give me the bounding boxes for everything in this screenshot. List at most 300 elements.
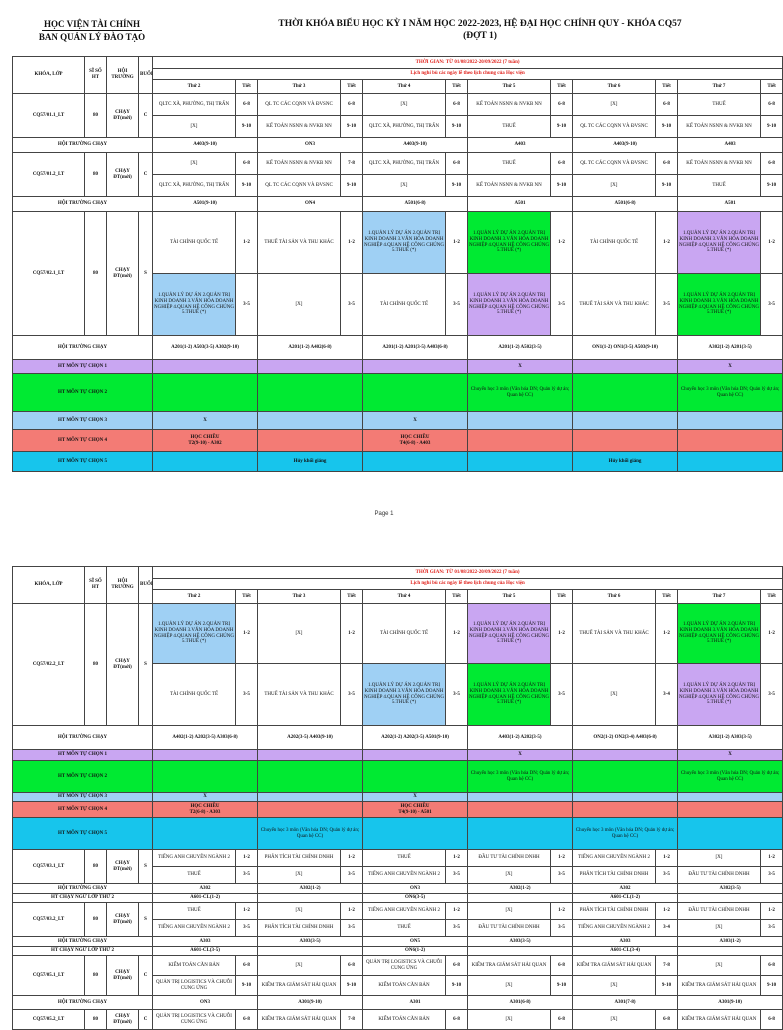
period: 6-8 (761, 94, 783, 116)
period: 1-2 (656, 212, 678, 274)
tiet-header: Tiết (446, 590, 468, 604)
class-name: CQ57/05.2_LT (13, 1010, 85, 1030)
period: 6-8 (446, 1010, 468, 1030)
elective-row-label: HT MÔN TỰ CHỌN 1 (13, 360, 153, 374)
period: 1-2 (446, 903, 468, 920)
afternoon-title: HỌC CHIỀU (400, 803, 430, 809)
course-cell: QLTC XÃ, PHƯỜNG, THỊ TRẤN (153, 94, 236, 116)
header-khoa-lop: KHÓA, LỚP (13, 567, 85, 604)
language-hall-label: HT CHẠY NGỮ LỚP THỨ 2 (13, 894, 153, 903)
cancel-note: Hủy khối giảng (573, 452, 678, 472)
session: S (139, 850, 153, 884)
period: 3-5 (656, 274, 678, 336)
period: 3-5 (341, 920, 363, 937)
course-cell: THUẾ (363, 850, 446, 867)
class-name: CQ57/05.1_LT (13, 956, 85, 996)
course-cell: THUẾ TÀI SẢN VÀ THU KHÁC (573, 604, 656, 664)
session: C (139, 153, 153, 197)
elective-combo-cell: 1.QUẢN LÝ DỰ ÁN 2.QUẢN TRỊ KINH DOANH 3.VĂN HÓA DOANH NGHIỆP 4.QUAN HỆ CÔNG CHÚNG 5.THUẾ (*) (468, 604, 551, 664)
period: 3-4 (656, 920, 678, 937)
elective-note: Chuyển học 3 môn (Văn hóa DN; Quản lý dự án; Quan hệ CC) (468, 761, 573, 793)
session: S (139, 212, 153, 336)
course-cell: QLTC XÃ, PHƯỜNG, THỊ TRẤN (363, 116, 446, 138)
header-hoi-truong: HỘI TRƯỜNG (107, 57, 139, 94)
elective-note: Chuyển học 3 môn (Văn hóa DN; Quản lý dự án; Quan hệ CC) (258, 818, 363, 850)
tiet-header: Tiết (551, 80, 573, 94)
elective-row-label: HT MÔN TỰ CHỌN 4 (13, 430, 153, 452)
class-name: CQ57/01.1_LT (13, 94, 85, 138)
elective-combo-cell: 1.QUẢN LÝ DỰ ÁN 2.QUẢN TRỊ KINH DOANH 3.VĂN HÓA DOANH NGHIỆP 4.QUAN HỆ CÔNG CHÚNG 5.THUẾ (*) (678, 664, 761, 726)
room-cell: A303(1-2) (678, 937, 783, 947)
course-cell: THUẾ (153, 867, 236, 884)
course-cell: [X] (573, 94, 656, 116)
period: 6-8 (656, 94, 678, 116)
day-header: Thứ 4 (363, 80, 446, 94)
period: 9-10 (446, 976, 468, 996)
period: 3-5 (341, 867, 363, 884)
room-cell: ON3 (153, 996, 258, 1010)
course-cell: QL TC CÁC CQNN VÀ ĐVSNC (573, 116, 656, 138)
course-cell: [X] (258, 867, 341, 884)
course-cell: TIẾNG ANH CHUYÊN NGÀNH 2 (153, 850, 236, 867)
day-header: Thứ 6 (573, 590, 656, 604)
course-cell: PHÂN TÍCH TÀI CHÍNH DNHH (573, 903, 656, 920)
elective-combo-cell: 1.QUẢN LÝ DỰ ÁN 2.QUẢN TRỊ KINH DOANH 3.VĂN HÓA DOANH NGHIỆP 4.QUAN HỆ CÔNG CHÚNG 5.THUẾ (*) (468, 664, 551, 726)
room-cell: A301(9-10) (678, 996, 783, 1010)
class-size: 80 (85, 153, 107, 197)
class-size: 80 (85, 94, 107, 138)
room-cell: A302(1-2) (468, 884, 573, 894)
course-cell: [X] (468, 1010, 551, 1030)
tiet-header: Tiết (446, 80, 468, 94)
period: 1-2 (236, 903, 258, 920)
course-cell: KẾ TOÁN NSNN & NVKB NN (258, 116, 341, 138)
header-buoi: BUỔI (139, 57, 153, 94)
period: 1-2 (446, 212, 468, 274)
period: 3-5 (446, 867, 468, 884)
tiet-header: Tiết (656, 590, 678, 604)
room-cell: A301(7-8) (573, 996, 678, 1010)
elective-mark: X (363, 412, 468, 430)
timetable-page1 (12, 56, 783, 472)
day-header: Thứ 7 (678, 590, 761, 604)
class-size: 80 (85, 956, 107, 996)
period: 1-2 (341, 604, 363, 664)
room-cell: A501 (468, 197, 573, 212)
elective-note: Chuyển học 3 môn (Văn hóa DN; Quản lý dự án; Quan hệ CC) (678, 761, 783, 793)
tiet-header: Tiết (341, 80, 363, 94)
day-header: Thứ 6 (573, 80, 656, 94)
tiet-header: Tiết (761, 80, 783, 94)
course-cell: KIỂM TRA GIÁM SÁT HẢI QUAN (258, 976, 341, 996)
course-cell: TIẾNG ANH CHUYÊN NGÀNH 2 (153, 920, 236, 937)
room-cell: A301(9-10) (258, 996, 363, 1010)
course-cell: QL TC CÁC CQNN VÀ ĐVSNC (258, 175, 341, 197)
period: 3-5 (236, 664, 258, 726)
elective-row-label: HT MÔN TỰ CHỌN 4 (13, 802, 153, 818)
elective-row-label: HT MÔN TỰ CHỌN 2 (13, 761, 153, 793)
period: 3-5 (446, 920, 468, 937)
period: 3-5 (551, 664, 573, 726)
period: 6-8 (761, 956, 783, 976)
course-cell: TÀI CHÍNH QUỐC TẾ (363, 604, 446, 664)
room-cell: A402(1-2) A202(3-5) A303(6-8) (153, 726, 258, 750)
course-cell: THUẾ TÀI SẢN VÀ THU KHÁC (573, 274, 656, 336)
period: 1-2 (341, 850, 363, 867)
elective-mark: X (363, 793, 468, 802)
room-cell: A303 (573, 937, 678, 947)
tiet-header: Tiết (341, 590, 363, 604)
elective-row-label: HT MÔN TỰ CHỌN 1 (13, 750, 153, 761)
elective-note: Chuyển học 3 môn (Văn hóa DN; Quản lý dự án; Quan hệ CC) (678, 374, 783, 412)
header-si-so: SĨ SỐ HT (85, 57, 107, 94)
course-cell: KẾ TOÁN NSNN & NVKB NN (468, 94, 551, 116)
elective-row-label: HT MÔN TỰ CHỌN 3 (13, 793, 153, 802)
course-cell: [X] (678, 920, 761, 937)
elective-combo-cell: 1.QUẢN LÝ DỰ ÁN 2.QUẢN TRỊ KINH DOANH 3.VĂN HÓA DOANH NGHIỆP 4.QUAN HỆ CÔNG CHÚNG 5.THUẾ (*) (153, 274, 236, 336)
room-cell: A302 (573, 884, 678, 894)
tiet-header: Tiết (761, 590, 783, 604)
period: 1-2 (761, 212, 783, 274)
period: 1-2 (341, 903, 363, 920)
elective-mark: X (678, 360, 783, 374)
room-cell: ON1(1-2) ON1(3-5) A503(9-10) (573, 336, 678, 360)
elective-note: Chuyển học 3 môn (Văn hóa DN; Quản lý dự án; Quan hệ CC) (573, 818, 678, 850)
timetable-page2 (12, 566, 783, 1030)
course-cell: KẾ TOÁN NSNN & NVKB NN (468, 175, 551, 197)
course-cell: [X] (573, 175, 656, 197)
day-header: Thứ 5 (468, 590, 551, 604)
course-cell: [X] (468, 867, 551, 884)
page-number: Page 1 (374, 511, 394, 517)
course-cell: THUẾ (678, 175, 761, 197)
period: 9-10 (446, 116, 468, 138)
afternoon-slot: T4(6-8) - A403 (399, 440, 431, 446)
course-cell: THUẾ (363, 920, 446, 937)
room-cell: A501 (678, 197, 783, 212)
period: 6-8 (446, 956, 468, 976)
course-cell: THUẾ (468, 153, 551, 175)
period: 1-2 (761, 604, 783, 664)
class-size: 80 (85, 604, 107, 726)
course-cell: QL TC CÁC CQNN VÀ ĐVSNC (573, 153, 656, 175)
afternoon-note (363, 802, 468, 818)
header-si-so: SĨ SỐ HT (85, 567, 107, 604)
period: 3-5 (551, 867, 573, 884)
room-cell: A303(3-5) (258, 937, 363, 947)
period: 6-8 (341, 94, 363, 116)
course-cell: PHÂN TÍCH TÀI CHÍNH DNHH (258, 850, 341, 867)
period: 3-5 (446, 664, 468, 726)
period: 9-10 (236, 175, 258, 197)
afternoon-note (153, 430, 258, 452)
course-cell: PHÂN TÍCH TÀI CHÍNH DNHH (573, 867, 656, 884)
period: 1-2 (656, 850, 678, 867)
course-cell: [X] (678, 956, 761, 976)
period: 1-2 (761, 903, 783, 920)
course-cell: KIỂM TOÁN CĂN BẢN (363, 1010, 446, 1030)
hall-row-label: HỘI TRƯỜNG CHẠY (13, 937, 153, 947)
period: 3-5 (551, 274, 573, 336)
header-lich-nghi: Lịch nghỉ bù các ngày lễ theo lịch chung của Học viện (153, 69, 783, 80)
period: 6-8 (341, 956, 363, 976)
course-cell: KIỂM TOÁN CĂN BẢN (153, 956, 236, 976)
hall-status: CHẠY ĐT(mới) (107, 956, 139, 996)
session: C (139, 956, 153, 996)
day-header: Thứ 3 (258, 80, 341, 94)
period: 3-5 (446, 274, 468, 336)
afternoon-note (363, 430, 468, 452)
period: 3-4 (656, 664, 678, 726)
period: 3-5 (656, 867, 678, 884)
document-header (0, 18, 768, 58)
period: 9-10 (551, 175, 573, 197)
hall-row-label: HỘI TRƯỜNG CHẠY (13, 884, 153, 894)
course-cell: QL TC CÁC CQNN VÀ ĐVSNC (258, 94, 341, 116)
hall-row-label: HỘI TRƯỜNG CHẠY (13, 197, 153, 212)
afternoon-slot: T4(9-10) - A501 (398, 809, 432, 815)
room-cell: A202(1-2) A202(3-5) A501(9-10) (363, 726, 468, 750)
period: 9-10 (656, 976, 678, 996)
room-cell: A302(1-2) A201(3-5) (678, 336, 783, 360)
period: 9-10 (341, 175, 363, 197)
elective-note: Chuyển học 3 môn (Văn hóa DN; Quản lý dự án; Quan hệ CC) (468, 374, 573, 412)
period: 6-8 (656, 1010, 678, 1030)
period: 9-10 (236, 116, 258, 138)
room-cell: ON4 (258, 197, 363, 212)
period: 6-8 (236, 1010, 258, 1030)
course-cell: ĐẦU TƯ TÀI CHÍNH DNHH (678, 903, 761, 920)
day-header: Thứ 7 (678, 80, 761, 94)
course-cell: TÀI CHÍNH QUỐC TẾ (153, 664, 236, 726)
period: 3-5 (761, 664, 783, 726)
hall-row-label: HỘI TRƯỜNG CHẠY (13, 726, 153, 750)
period: 7-8 (656, 956, 678, 976)
course-cell: QUẢN TRỊ LOGISTICS VÀ CHUỖI CUNG ỨNG (363, 956, 446, 976)
course-cell: [X] (258, 903, 341, 920)
period: 9-10 (551, 116, 573, 138)
tiet-header: Tiết (551, 590, 573, 604)
class-size: 80 (85, 1010, 107, 1030)
course-cell: [X] (363, 94, 446, 116)
room-cell: A201(1-2) A402(6-8) (258, 336, 363, 360)
period: 6-8 (551, 94, 573, 116)
header-thoi-gian: THỜI GIAN: TỪ 01/08/2022-20/09/2022 (7 tuần) (153, 567, 783, 579)
class-name: CQ57/03.1_LT (13, 850, 85, 884)
room-cell: ON5 (363, 937, 468, 947)
period: 3-5 (236, 274, 258, 336)
course-cell: QLTC XÃ, PHƯỜNG, THỊ TRẤN (363, 153, 446, 175)
room-cell: ON3 (258, 138, 363, 153)
document-title (205, 18, 755, 42)
document-title-line2: (ĐỢT 1) (463, 31, 497, 41)
cancel-note: Hủy khối giảng (258, 452, 363, 472)
period: 9-10 (656, 175, 678, 197)
header-khoa-lop: KHÓA, LỚP (13, 57, 85, 94)
elective-row-label: HT MÔN TỰ CHỌN 2 (13, 374, 153, 412)
hall-status: CHẠY ĐT(mới) (107, 153, 139, 197)
class-name: CQ57/01.2_LT (13, 153, 85, 197)
course-cell: TÀI CHÍNH QUỐC TẾ (363, 274, 446, 336)
course-cell: QUẢN TRỊ LOGISTICS VÀ CHUỖI CUNG ỨNG (153, 1010, 236, 1030)
session: C (139, 94, 153, 138)
afternoon-title: HỌC CHIỀU (400, 434, 430, 440)
period: 1-2 (551, 903, 573, 920)
tiet-header: Tiết (236, 590, 258, 604)
course-cell: ĐẦU TƯ TÀI CHÍNH DNHH (468, 850, 551, 867)
course-cell: KIỂM TOÁN CĂN BẢN (363, 976, 446, 996)
course-cell: PHÂN TÍCH TÀI CHÍNH DNHH (258, 920, 341, 937)
period: 6-8 (236, 956, 258, 976)
course-cell: [X] (468, 976, 551, 996)
period: 3-5 (236, 920, 258, 937)
course-cell: TIẾNG ANH CHUYÊN NGÀNH 2 (573, 920, 656, 937)
period: 6-8 (551, 153, 573, 175)
room-cell: A302(1-2) A303(3-5) (678, 726, 783, 750)
room-cell: A302(1-2) (258, 884, 363, 894)
room-cell: A403(1-2) A202(3-5) (468, 726, 573, 750)
class-name: CQ57/02.1_LT (13, 212, 85, 336)
session: S (139, 903, 153, 937)
period: 3-5 (761, 867, 783, 884)
elective-row-label: HT MÔN TỰ CHỌN 5 (13, 818, 153, 850)
room-cell: A303(3-5) (468, 937, 573, 947)
course-cell: KIỂM TRA GIÁM SÁT HẢI QUAN (573, 956, 656, 976)
room-cell: ON6(3-5) (363, 894, 468, 903)
period: 1-2 (341, 212, 363, 274)
period: 1-2 (446, 604, 468, 664)
elective-combo-cell: 1.QUẢN LÝ DỰ ÁN 2.QUẢN TRỊ KINH DOANH 3.VĂN HÓA DOANH NGHIỆP 4.QUAN HỆ CÔNG CHÚNG 5.THUẾ (*) (363, 664, 446, 726)
period: 6-8 (656, 153, 678, 175)
room-cell: A403 (678, 138, 783, 153)
period: 9-10 (761, 175, 783, 197)
course-cell: KIỂM TRA GIÁM SÁT HẢI QUAN (258, 1010, 341, 1030)
room-cell: A601-CL(3-5) (153, 947, 258, 956)
course-cell: KẾ TOÁN NSNN & NVKB NN (678, 153, 761, 175)
elective-mark: X (153, 412, 258, 430)
period: 6-8 (761, 153, 783, 175)
period: 1-2 (551, 212, 573, 274)
room-cell: A403(9-10) (363, 138, 468, 153)
course-cell: KIỂM TRA GIÁM SÁT HẢI QUAN (468, 956, 551, 976)
room-cell: A601-CL(1-2) (153, 894, 258, 903)
course-cell: [X] (258, 274, 341, 336)
elective-combo-cell: 1.QUẢN LÝ DỰ ÁN 2.QUẢN TRỊ KINH DOANH 3.VĂN HÓA DOANH NGHIỆP 4.QUAN HỆ CÔNG CHÚNG 5.THUẾ (*) (678, 604, 761, 664)
class-name: CQ57/03.2_LT (13, 903, 85, 937)
period: 3-5 (236, 867, 258, 884)
afternoon-title: HỌC CHIỀU (190, 434, 220, 440)
room-cell: A301 (363, 996, 468, 1010)
course-cell: [X] (573, 1010, 656, 1030)
elective-mark: X (153, 793, 258, 802)
class-name: CQ57/02.2_LT (13, 604, 85, 726)
room-cell: A601-CL(1-2) (573, 894, 678, 903)
room-cell: A201(1-2) A201(3-5) A403(6-8) (363, 336, 468, 360)
room-cell: A601-CL(3-4) (573, 947, 678, 956)
course-cell: KIỂM TRA GIÁM SÁT HẢI QUAN (678, 976, 761, 996)
header-thoi-gian: THỜI GIAN: TỪ 01/08/2022-20/09/2022 (7 tuần) (153, 57, 783, 69)
class-size: 80 (85, 903, 107, 937)
day-header: Thứ 2 (153, 80, 236, 94)
period: 9-10 (341, 116, 363, 138)
period: 7-8 (341, 1010, 363, 1030)
course-cell: TIẾNG ANH CHUYÊN NGÀNH 2 (363, 867, 446, 884)
course-cell: THUẾ TÀI SẢN VÀ THU KHÁC (258, 212, 341, 274)
room-cell: ON3 (363, 884, 468, 894)
period: 6-8 (551, 956, 573, 976)
elective-row-label: HT MÔN TỰ CHỌN 5 (13, 452, 153, 472)
hall-row-label: HỘI TRƯỜNG CHẠY (13, 138, 153, 153)
day-header: Thứ 2 (153, 590, 236, 604)
day-header: Thứ 3 (258, 590, 341, 604)
period: 9-10 (656, 116, 678, 138)
session: S (139, 604, 153, 726)
course-cell: KẾ TOÁN NSNN & NVKB NN (678, 116, 761, 138)
org-department: BAN QUẢN LÝ ĐÀO TẠO (38, 32, 146, 42)
room-cell: A201(1-2) A502(3-5) (468, 336, 573, 360)
room-cell: A302 (153, 884, 258, 894)
period: 6-8 (551, 1010, 573, 1030)
elective-mark: X (678, 750, 783, 761)
course-cell: QUẢN TRỊ LOGISTICS VÀ CHUỖI CUNG ỨNG (153, 976, 236, 996)
hall-status: CHẠY ĐT(mới) (107, 903, 139, 937)
hall-row-label: HỘI TRƯỜNG CHẠY (13, 336, 153, 360)
period: 3-5 (551, 920, 573, 937)
room-cell: A403 (468, 138, 573, 153)
course-cell: [X] (153, 116, 236, 138)
room-cell: A202(3-5) A403(9-10) (258, 726, 363, 750)
hall-status: CHẠY ĐT(mới) (107, 1010, 139, 1030)
elective-combo-cell: 1.QUẢN LÝ DỰ ÁN 2.QUẢN TRỊ KINH DOANH 3.VĂN HÓA DOANH NGHIỆP 4.QUAN HỆ CÔNG CHÚNG 5.THUẾ (*) (678, 212, 761, 274)
room-cell: A501(9-10) (153, 197, 258, 212)
hall-status: CHẠY ĐT(mới) (107, 212, 139, 336)
tiet-header: Tiết (236, 80, 258, 94)
class-size: 80 (85, 850, 107, 884)
period: 1-2 (656, 903, 678, 920)
room-cell: A201(1-2) A503(3-5) A302(9-10) (153, 336, 258, 360)
room-cell: A302(3-5) (678, 884, 783, 894)
elective-combo-cell: 1.QUẢN LÝ DỰ ÁN 2.QUẢN TRỊ KINH DOANH 3.VĂN HÓA DOANH NGHIỆP 4.QUAN HỆ CÔNG CHÚNG 5.THUẾ (*) (468, 212, 551, 274)
room-cell: A301(6-8) (468, 996, 573, 1010)
course-cell: THUẾ TÀI SẢN VÀ THU KHÁC (258, 664, 341, 726)
room-cell: A403(9-10) (573, 138, 678, 153)
period: 1-2 (236, 212, 258, 274)
period: 9-10 (341, 976, 363, 996)
period: 6-8 (446, 153, 468, 175)
day-header: Thứ 4 (363, 590, 446, 604)
header-lich-nghi: Lịch nghỉ bù các ngày lễ theo lịch chung của Học viện (153, 579, 783, 590)
hall-status: CHẠY ĐT(mới) (107, 604, 139, 726)
header-buoi: BUỔI (139, 567, 153, 604)
period: 6-8 (761, 1010, 783, 1030)
room-cell: ON2(1-2) ON2(3-4) A403(6-8) (573, 726, 678, 750)
period: 7-8 (341, 153, 363, 175)
course-cell: THUẾ (153, 903, 236, 920)
period: 1-2 (656, 604, 678, 664)
period: 1-2 (236, 850, 258, 867)
period: 9-10 (446, 175, 468, 197)
elective-combo-cell: 1.QUẢN LÝ DỰ ÁN 2.QUẢN TRỊ KINH DOANH 3.VĂN HÓA DOANH NGHIỆP 4.QUAN HỆ CÔNG CHÚNG 5.THUẾ (*) (363, 212, 446, 274)
period: 3-5 (761, 274, 783, 336)
course-cell: THUẾ (678, 94, 761, 116)
room-cell: ON6(1-2) (363, 947, 468, 956)
afternoon-slot: T2(6-8) - A303 (189, 809, 221, 815)
period: 1-2 (446, 850, 468, 867)
elective-combo-cell: 1.QUẢN LÝ DỰ ÁN 2.QUẢN TRỊ KINH DOANH 3.VĂN HÓA DOANH NGHIỆP 4.QUAN HỆ CÔNG CHÚNG 5.THUẾ (*) (468, 274, 551, 336)
hall-status: CHẠY ĐT(mới) (107, 850, 139, 884)
period: 3-5 (341, 274, 363, 336)
afternoon-note (153, 802, 258, 818)
